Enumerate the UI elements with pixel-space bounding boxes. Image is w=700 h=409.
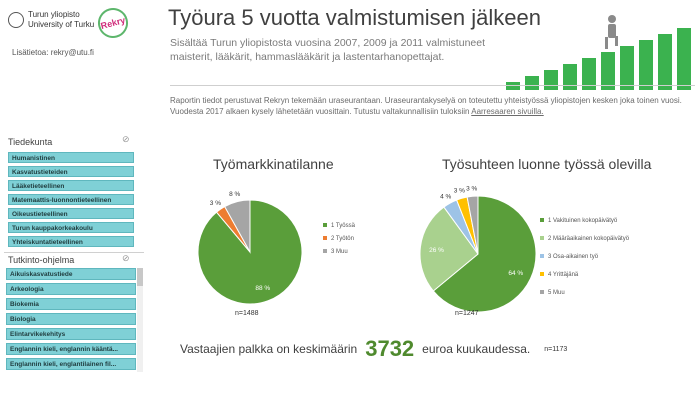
slicer-item-tiedekunta[interactable]: Matemaattis-luonnontieteellinen [8,194,134,205]
slicer-item-tutkinto[interactable]: Biokemia [6,298,136,310]
slicer-item-tiedekunta[interactable]: Yhteiskuntatieteellinen [8,236,134,247]
contact-info[interactable]: Lisätietoa: rekry@utu.fi [12,48,94,57]
filter-clear-icon[interactable]: ⊘ [122,253,130,263]
salary-value: 3732 [365,336,415,361]
slicer-item-tutkinto[interactable]: Biologia [6,313,136,325]
legend-label: 5 Muu [548,290,565,296]
legend-label: 4 Yrittäjänä [548,272,579,278]
slicer-item-tiedekunta[interactable]: Kasvatustieteiden [8,166,134,177]
slicer-item-tiedekunta[interactable]: Turun kauppakorkeakoulu [8,222,134,233]
aarresaari-link[interactable]: Aarresaaren sivuilla. [471,107,544,116]
career-bar [506,82,520,90]
n-label: n=1173 [544,345,568,353]
career-bar [525,76,539,90]
slicer-item-tiedekunta[interactable]: Lääketieteellinen [8,180,134,191]
pie-chart-tyosuhteen-luonne [400,182,700,322]
legend-label: 1 Vakituinen kokopäivätyö [548,218,618,224]
divider [170,85,695,86]
data-label: 64 % [508,269,524,277]
legend-label: 3 Muu [331,249,348,255]
rekry-logo: Rekry [95,5,132,42]
chart-title-tyosuhteen-luonne: Työsuhteen luonne työssä olevilla [442,156,652,172]
chart-title-tyomarkkinatilanne: Työmarkkinatilanne [213,156,334,172]
university-seal-icon [8,12,24,28]
slicer-item-tiedekunta[interactable]: Oikeustieteellinen [8,208,134,219]
legend-label: 2 Työtön [331,236,354,242]
slicer-item-tiedekunta[interactable]: Humanistinen [8,152,134,163]
career-bar [544,70,558,90]
pie-chart-tyomarkkinatilanne [180,182,380,322]
slicer-item-tutkinto[interactable]: Englannin kieli, englantilainen fil... [6,358,136,370]
salary-suffix: euroa kuukaudessa. [422,342,531,356]
page-title: Työura 5 vuotta valmistumisen jälkeen [168,5,541,30]
slicer-item-tutkinto[interactable]: Arkeologia [6,283,136,295]
slicer-title-tutkinto: Tutkinto-ohjelma [8,255,75,265]
data-label: 8 % [229,190,241,198]
legend-label: 1 Työssä [331,223,355,229]
slicer-item-tutkinto[interactable]: Aikuiskasvatustiede [6,268,136,280]
salary-prefix: Vastaajien palkka on keskimäärin [180,342,358,356]
legend-swatch [323,249,327,253]
slicer-item-tutkinto[interactable]: Elintarvikekehitys [6,328,136,340]
data-label: 3 % [453,187,465,195]
legend-swatch [540,272,544,276]
slicer-scrollbar[interactable] [137,268,143,372]
legend-swatch [540,254,544,258]
legend-swatch [323,223,327,227]
data-label: 3 % [209,199,222,207]
n-label: n=1488 [235,310,259,317]
career-bars-graphic [500,14,700,92]
career-bar [563,64,577,90]
university-name: Turun yliopisto [28,10,80,19]
career-bar [639,40,653,90]
university-name-en: University of Turku [28,20,95,29]
legend-label: 2 Määräaikainen kokopäivätyö [548,236,630,242]
legend-swatch [540,218,544,222]
legend-swatch [540,290,544,294]
report-info: Raportin tiedot perustuvat Rekryn tekemään uraseurantaan. Uraseurantakyselyä on toteutettu yhteistyössä yliopistojen kesken joka toinen vuosi. Vuodesta 2017 alkaen kysely lähetetään vuosittain. Tutustu valtakunnallisiin tuloksiin Aarresaaren sivuilla. [170,96,682,116]
slicer-title-tiedekunta: Tiedekunta [8,137,53,147]
data-label: 26 % [429,246,444,254]
slicer-item-tutkinto[interactable]: Englannin kieli, englannin kääntä... [6,343,136,355]
data-label: 88 % [255,285,271,293]
legend-swatch [323,236,327,240]
career-bar [620,46,634,90]
career-bar [677,28,691,90]
page-subtitle: Sisältää Turun yliopistosta vuosina 2007, 2009 ja 2011 valmistuneet maisterit, lääkärit, hammaslääkärit ja lastentarhanopettajat. [170,37,486,63]
data-label: 4 % [440,193,452,201]
career-bar [658,34,672,90]
legend-swatch [540,236,544,240]
climbing-person-icon [605,15,618,49]
data-label: 3 % [466,185,478,193]
n-label: n=1247 [455,310,479,317]
salary-statement [180,336,567,362]
legend-label: 3 Osa-aikainen työ [548,254,599,260]
filter-clear-icon[interactable]: ⊘ [122,134,130,144]
